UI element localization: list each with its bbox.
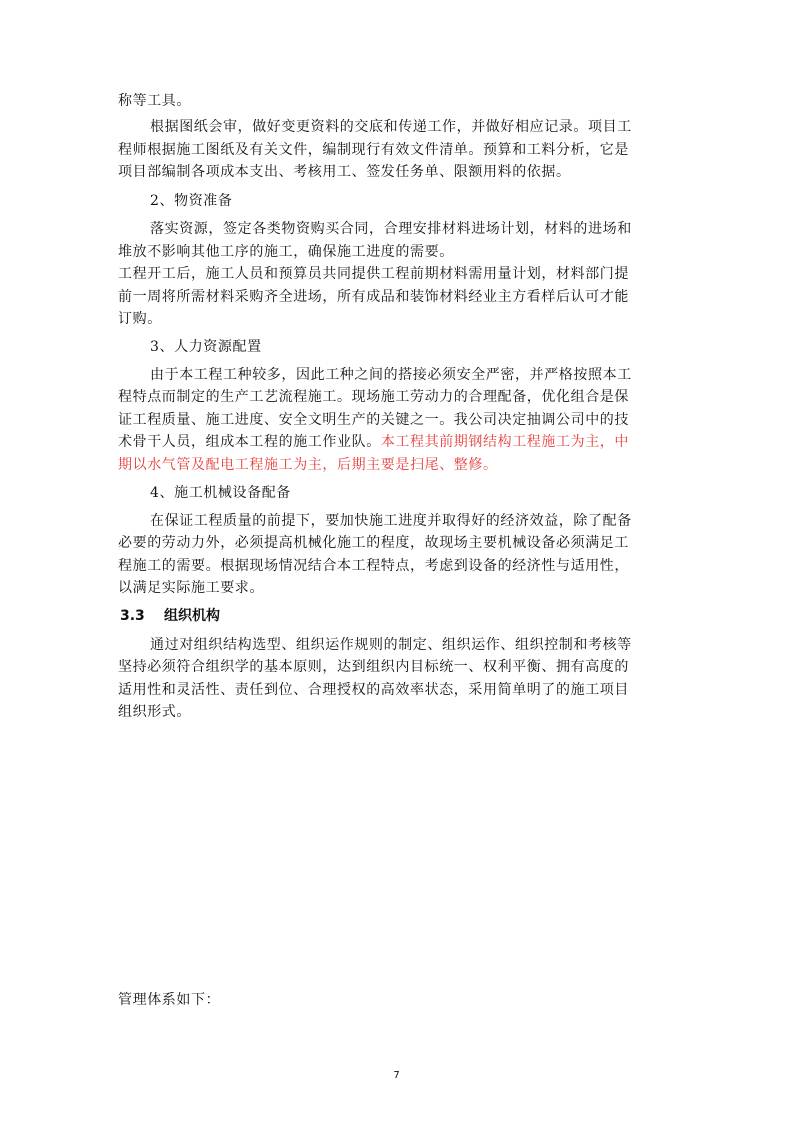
section-heading	[120, 607, 220, 625]
text-line: 项目部编制各项成本支出、考核用工、签发任务单、限额用料的依据。	[118, 164, 571, 180]
text-line: 通过对组织结构选型、组织运作规则的制定、组织运作、组织控制和考核等	[150, 637, 632, 653]
text-segment: 术骨干人员，组成本工程的施工作业队。	[118, 434, 381, 450]
text-line: 以满足实际施工要求。	[118, 580, 264, 596]
text-line: 订购。	[118, 311, 162, 327]
text-line: 称等工具。	[118, 93, 191, 109]
text-line: 证工程质量、施工进度、安全文明生产的关键之一。我公司决定抽调公司中的技	[118, 412, 629, 428]
subheading-human-resources: 3、人力资源配置	[150, 339, 262, 355]
section-number: 3.3	[120, 608, 145, 624]
text-line: 由于本工程工种较多，因此工种之间的搭接必须安全严密，并严格按照本工	[150, 367, 632, 383]
text-line: 在保证工程质量的前提下，要加快施工进度并取得好的经济效益，除了配备	[150, 513, 632, 529]
text-line: 前一周将所需材料采购齐全进场，所有成品和装饰材料经业主方看样后认可才能	[118, 289, 629, 305]
text-line: 落实资源，签定各类物资购买合同，合理安排材料进场计划，材料的进场和	[150, 221, 632, 237]
text-line: 适用性和灵活性、责任到位、合理授权的高效率状态，采用简单明了的施工项目	[118, 682, 629, 698]
text-line: 程师根据施工图纸及有关文件，编制现行有效文件清单。预算和工料分析，它是	[118, 142, 629, 158]
text-line: 程施工的需要。根据现场情况结合本工程特点，考虑到设备的经济性与适用性，	[118, 558, 629, 574]
subheading-machinery: 4、施工机械设备配备	[150, 485, 291, 501]
text-line: 必要的劳动力外，必须提高机械化施工的程度，故现场主要机械设备必须满足工	[118, 535, 629, 551]
text-line: 坚持必须符合组织学的基本原则，达到组织内目标统一、权利平衡、拥有高度的	[118, 659, 629, 675]
text-line: 程特点而制定的生产工艺流程施工。现场施工劳动力的合理配备，优化组合是保	[118, 389, 629, 405]
highlighted-text-line: 期以水气管及配电工程施工为主，后期主要是扫尾、整修。	[118, 457, 498, 473]
page-number: 7	[393, 1070, 400, 1081]
text-line	[118, 433, 629, 451]
text-line: 管理体系如下：	[118, 992, 221, 1008]
highlighted-text: 本工程其前期钢结构工程施工为主，中	[380, 434, 630, 450]
subheading-material-prep: 2、物资准备	[150, 193, 233, 209]
text-line: 工程开工后，施工人员和预算员共同提供工程前期材料需用量计划，材料部门提	[118, 266, 629, 282]
text-line: 根据图纸会审，做好变更资料的交底和传递工作，并做好相应记录。项目工	[150, 119, 632, 135]
text-line: 组织形式。	[118, 704, 191, 720]
section-title: 组织机构	[164, 608, 220, 624]
text-line: 堆放不影响其他工序的施工，确保施工进度的需要。	[118, 244, 454, 260]
